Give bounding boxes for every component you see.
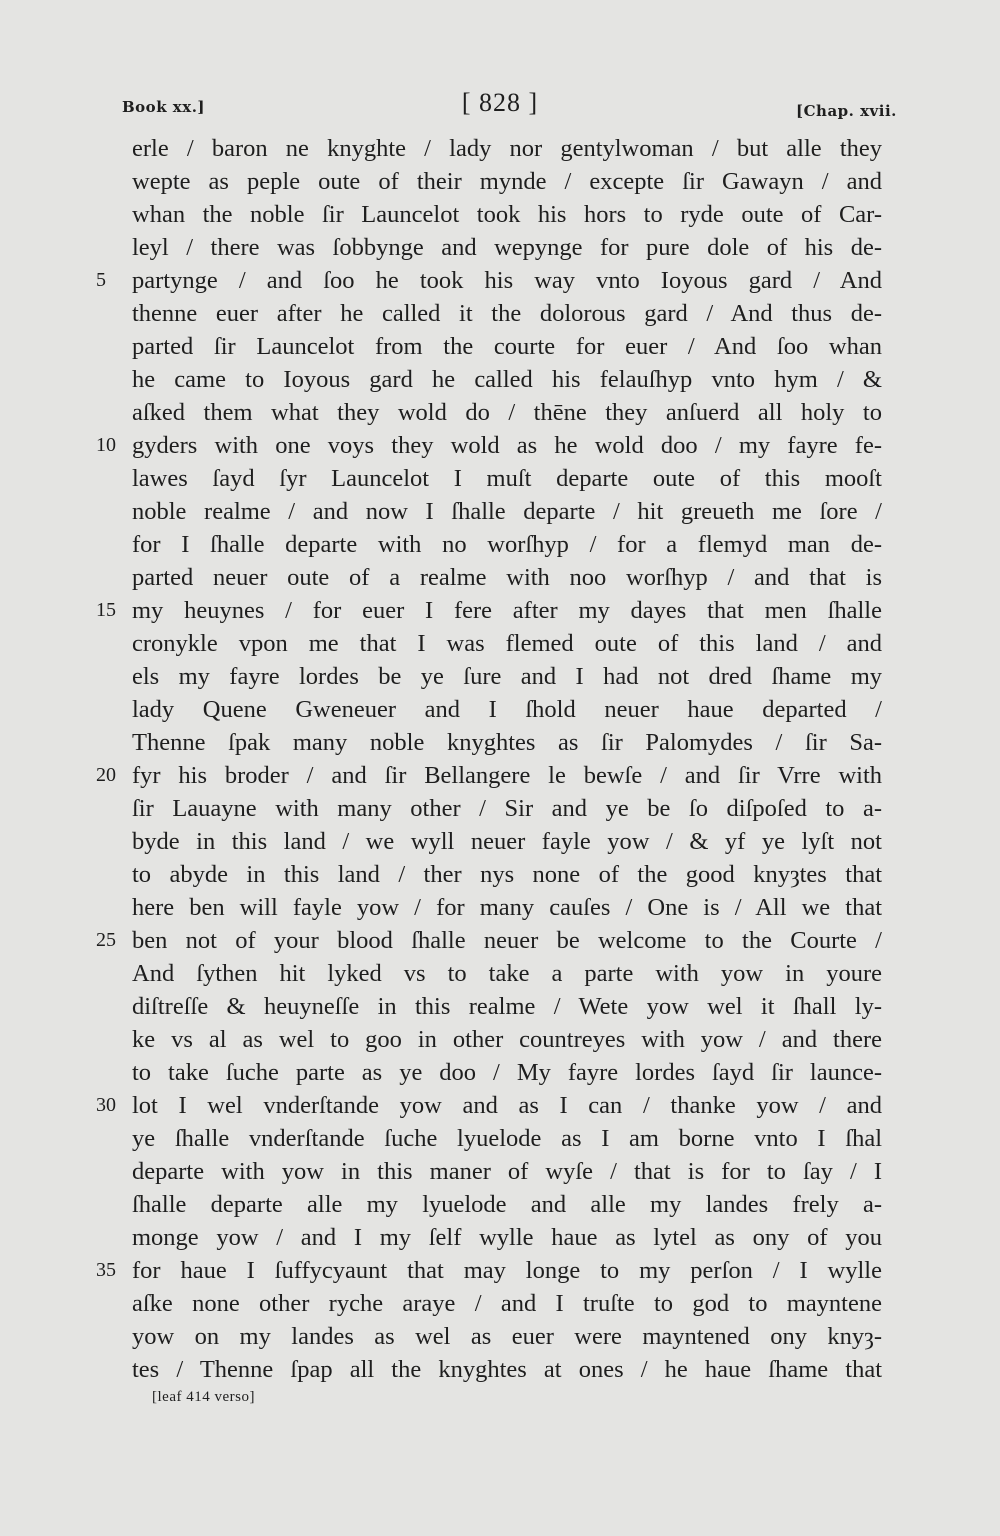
line-number: 5 (96, 269, 106, 291)
text-line: ben not of your blood ſhalle neuer be welcome to the Courte / (132, 927, 882, 954)
text-line: to take ſuche parte as ye doo / My fayre lordes ſayd ſir launce- (132, 1059, 882, 1086)
text-line: here ben will fayle yow / for many cauſes / One is / All we that (132, 894, 882, 921)
running-header (0, 88, 1000, 122)
line-number: 25 (96, 929, 116, 951)
text-line: for I ſhalle departe with no worſhyp / for a flemyd man de- (132, 531, 882, 558)
text-line: cronykle vpon me that I was flemed oute of this land / and (132, 630, 882, 657)
text-line: leyl / there was ſobbynge and wepynge for pure dole of his de- (132, 234, 882, 261)
text-line: monge yow / and I my ſelf wylle haue as lytel as ony of you (132, 1224, 882, 1251)
text-line: he came to Ioyous gard he called his felauſhyp vnto hym / & (132, 366, 882, 393)
chapter-reference: [Chap. xvii. (796, 102, 897, 120)
text-line: diſtreſſe & heuyneſſe in this realme / Wete yow wel it ſhall ly- (132, 993, 882, 1020)
text-line: lot I wel vnderſtande yow and as I can / thanke yow / and (132, 1092, 882, 1119)
text-line: aſked them what they wold do / thēne they anſuerd all holy to (132, 399, 882, 426)
text-line: parted ſir Launcelot from the courte for euer / And ſoo whan (132, 333, 882, 360)
line-number: 30 (96, 1094, 116, 1116)
text-line: parted neuer oute of a realme with noo worſhyp / and that is (132, 564, 882, 591)
text-line: wepte as peple oute of their mynde / excepte ſir Gawayn / and (132, 168, 882, 195)
text-line: noble realme / and now I ſhalle departe / hit greueth me ſore / (132, 498, 882, 525)
text-line: to abyde in this land / ther nys none of the good knyȝtes that (132, 861, 882, 888)
text-line: fyr his broder / and ſir Bellangere le bewſe / and ſir Vrre with (132, 762, 882, 789)
text-line: Thenne ſpak many noble knyghtes as ſir Palomydes / ſir Sa- (132, 729, 882, 756)
text-line: partynge / and ſoo he took his way vnto Ioyous gard / And (132, 267, 882, 294)
text-line: erle / baron ne knyghte / lady nor gentylwoman / but alle they (132, 135, 882, 162)
text-line: ſhalle departe alle my lyuelode and alle my landes frely a- (132, 1191, 882, 1218)
text-line: yow on my landes as wel as euer were mayntened ony knyȝ- (132, 1323, 882, 1350)
text-line: lady Quene Gweneuer and I ſhold neuer haue departed / (132, 696, 882, 723)
text-line: tes / Thenne ſpap all the knyghtes at ones / he haue ſhame that (132, 1356, 882, 1383)
text-line: my heuynes / for euer I fere after my dayes that men ſhalle (132, 597, 882, 624)
text-line: for haue I ſuffycyaunt that may longe to my perſon / I wylle (132, 1257, 882, 1284)
text-line: lawes ſayd ſyr Launcelot I muſt departe oute of this mooſt (132, 465, 882, 492)
line-number: 15 (96, 599, 116, 621)
leaf-note: [leaf 414 verso] (152, 1389, 255, 1405)
text-line: byde in this land / we wyll neuer fayle yow / & yf ye lyſt not (132, 828, 882, 855)
page-number: [ 828 ] (461, 88, 539, 117)
text-line: ke vs al as wel to goo in other countreyes with yow / and there (132, 1026, 882, 1053)
text-line: thenne euer after he called it the dolorous gard / And thus de- (132, 300, 882, 327)
text-line: els my fayre lordes be ye ſure and I had not dred ſhame my (132, 663, 882, 690)
line-number: 35 (96, 1259, 116, 1281)
text-line: gyders with one voys they wold as he wold doo / my fayre fe- (132, 432, 882, 459)
line-number: 20 (96, 764, 116, 786)
book-reference: Book xx.] (122, 98, 206, 116)
line-number: 10 (96, 434, 116, 456)
text-line: aſke none other ryche araye / and I truſte to god to mayntene (132, 1290, 882, 1317)
text-line: ye ſhalle vnderſtande ſuche lyuelode as I am borne vnto I ſhal (132, 1125, 882, 1152)
text-line: And ſythen hit lyked vs to take a parte with yow in youre (132, 960, 882, 987)
text-line: whan the noble ſir Launcelot took his hors to ryde oute of Car- (132, 201, 882, 228)
text-line: departe with yow in this maner of wyſe / that is for to ſay / I (132, 1158, 882, 1185)
text-line: ſir Lauayne with many other / Sir and ye be ſo diſpoſed to a- (132, 795, 882, 822)
